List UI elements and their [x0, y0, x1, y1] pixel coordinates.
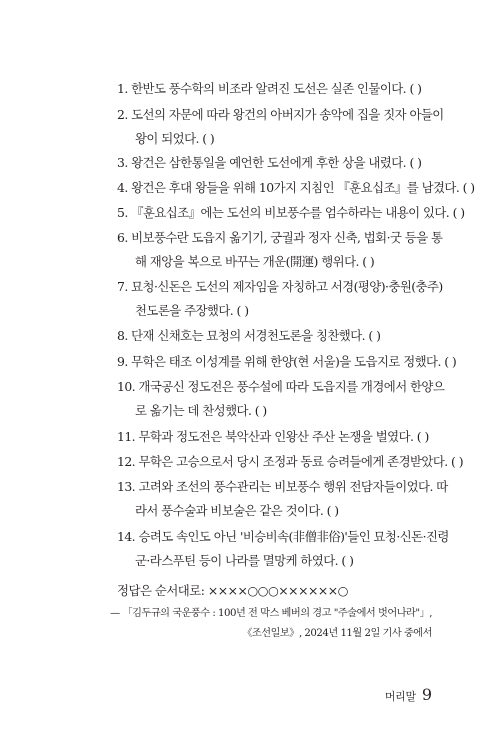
question-line: 12. 무학은 고승으로서 당시 조정과 동료 승려들에게 존경받았다. ( ) [117, 454, 463, 469]
question-line: 왕이 되었다. ( ) [135, 131, 215, 146]
question-line: 5. 『훈요십조』에는 도선의 비보풍수를 엄수하라는 내용이 있다. ( ) [117, 205, 465, 220]
page-footer [385, 685, 432, 704]
question-line: 2. 도선의 자문에 따라 왕건의 아버지가 송악에 집을 짓자 아들이 [117, 107, 444, 122]
question-line: 4. 왕건은 후대 왕들을 위해 10가지 지침인 『훈요십조』를 남겼다. ( ) [117, 180, 475, 195]
question-line: 14. 승려도 속인도 아닌 '비승비속(非僧非俗)'들인 묘청·신돈·진령 [117, 529, 449, 544]
question-line: 6. 비보풍수란 도읍지 옮기기, 궁궐과 정자 신축, 법회·굿 등을 통 [117, 230, 443, 245]
question-line: 10. 개국공신 정도전은 풍수설에 따라 도읍지를 개경에서 한양으 [117, 379, 445, 394]
question-line: 3. 왕건은 삼한통일을 예언한 도선에게 후한 상을 내렸다. ( ) [117, 155, 422, 170]
question-line: 군·라스푸틴 등이 나라를 멸망케 하였다. ( ) [135, 553, 354, 568]
question-line: 7. 묘청·신돈은 도선의 제자임을 자칭하고 서경(평양)·충원(충주) [117, 279, 443, 294]
answer-key: 정답은 순서대로: ××××○○○××××××○ [117, 583, 348, 598]
question-line: 8. 단재 신채호는 묘청의 서경천도론을 칭찬했다. ( ) [117, 328, 381, 343]
question-line: 11. 무학과 정도전은 북악산과 인왕산 주산 논쟁을 벌였다. ( ) [117, 429, 429, 444]
section-label: 머리말 [384, 690, 416, 703]
citation-line-2: 《조선일보》, 2024년 11월 2일 기사 중에서 [242, 628, 432, 639]
page-number: 9 [421, 685, 432, 704]
question-line: 13. 고려와 조선의 풍수관리는 비보풍수 행위 전담자들이었다. 따 [117, 479, 448, 494]
question-line: 9. 무학은 태조 이성계를 위해 한양(현 서울)을 도읍지로 정했다. ( ) [117, 354, 457, 369]
question-line: 1. 한반도 풍수학의 비조라 알려진 도선은 실존 인물이다. ( ) [117, 81, 422, 96]
question-line: 라서 풍수술과 비보술은 같은 것이다. ( ) [135, 503, 339, 518]
question-line: 로 옮기는 데 찬성했다. ( ) [135, 403, 267, 418]
citation-line-1: — 「김두규의 국운풍수 : 100년 전 막스 베버의 경고 "주술에서 벗어나라"」, [110, 608, 432, 619]
question-line: 천도론을 주장했다. ( ) [135, 303, 249, 318]
question-line: 해 재앙을 복으로 바꾸는 개운(開運) 행위다. ( ) [135, 254, 375, 269]
